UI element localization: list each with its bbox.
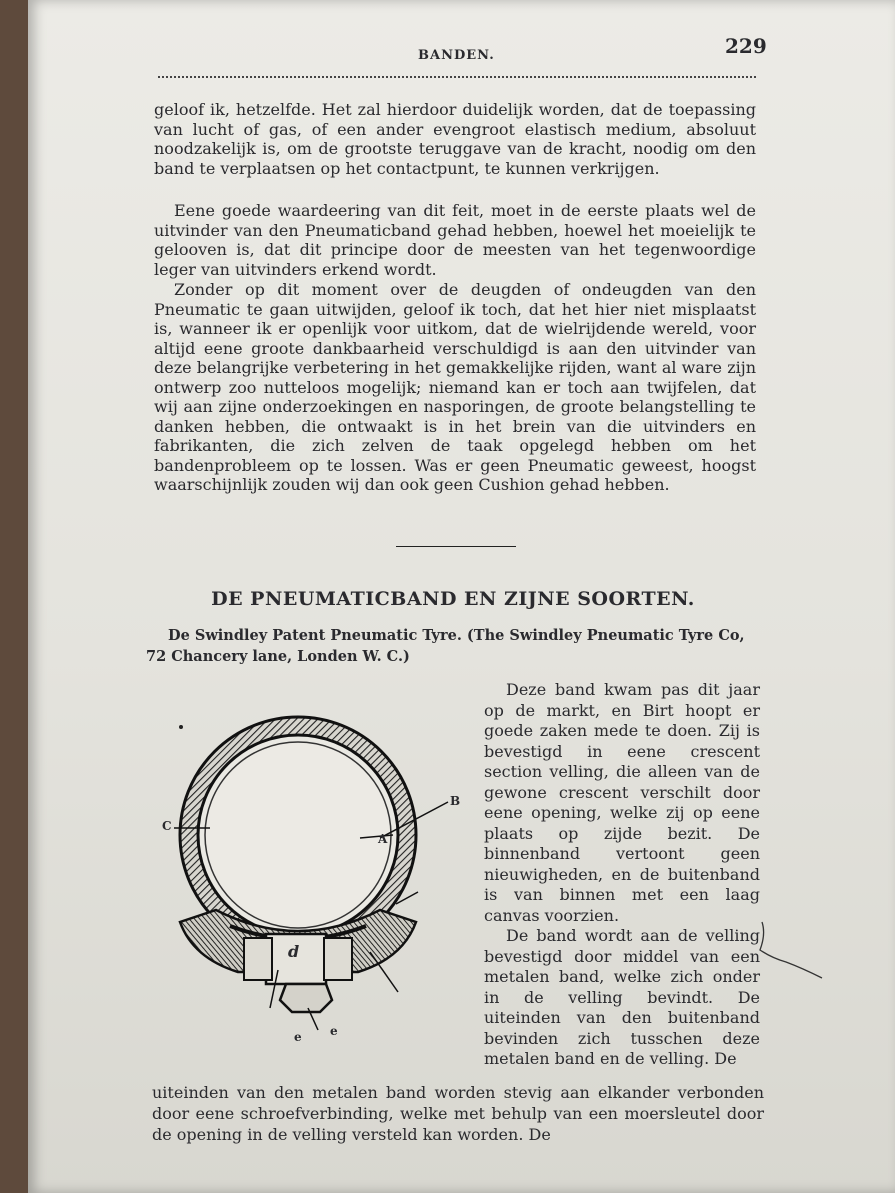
- figure-label-a: A: [378, 832, 388, 846]
- figure-label-e-left: e: [294, 1030, 302, 1044]
- figure-side-text: [484, 680, 760, 1070]
- figure-label-b: B: [450, 794, 461, 808]
- header-dotted-rule: [158, 76, 756, 78]
- section-separator-rule: [396, 546, 516, 547]
- side-paragraph-2: De band wordt aan de velling bevestigd door middel van een metalen band, welke zich onder in de velling bevindt. De uiteinden van den buitenband bevinden zich tusschen deze metalen band en de velling. De: [484, 926, 760, 1068]
- side-paragraph-1: Deze band kwam pas dit jaar op de markt, en Birt hoopt er goede zaken mede te doen. Zij is bevestigd in eene crescent section velling, die alleen van de gewone crescent verschilt door eene opening, welke zij op eene plaats op zijde bezit. De binnenband vertoont geen nieuwigheden, en de buitenband is van binnen met een laag canvas voorzien.: [484, 680, 760, 925]
- inner-tube: [205, 742, 391, 928]
- paragraph-2: Eene goede waardeering van dit feit, moet in de eerste plaats wel de uitvinder van den Pneumaticband gehad hebben, hoewel het moeielijk te gelooven is, dat dit principe door de meesten van het tegenwoordige leger van uitvinders erkend wordt.: [154, 201, 756, 279]
- section-heading: DE PNEUMATICBAND EN ZIJNE SOORTEN.: [211, 588, 695, 610]
- book-page: [28, 0, 895, 1193]
- figure-label-e-right: e: [330, 1024, 338, 1038]
- running-head: BANDEN.: [418, 48, 495, 63]
- continuation-paragraph: uiteinden van den metalen band worden stevig aan elkander verbonden door eene schroefverbinding, welke met behulp van een moersleutel door de opening in de velling versteld kan worden. De: [152, 1083, 764, 1144]
- paragraph-1: geloof ik, hetzelfde. Het zal hierdoor duidelijk worden, dat de toepassing van lucht of gas, of een ander evengroot elastisch medium, absoluut noodzakelijk is, om de grootste teruggave van de kracht, noodig om den band te verplaatsen op het contactpunt, te kunnen verkrijgen.: [154, 100, 756, 178]
- block-right: [324, 938, 352, 980]
- paragraph-3: Zonder op dit moment over de deugden of ondeugden van den Pneumatic te gaan uitwijden, geloof ik toch, dat het hier niet misplaatst is, wanneer ik er openlijk voor uitkom, dat de wielrijdende wereld, voor altijd eene groote dankbaarheid verschuldigd is aan den uitvinder van deze belangrijke verbetering in het gemakkelijke rijden, want al ware zijn ontwerp zoo nutteloos mogelijk; niemand kan er toch aan twijfelen, dat wij aan zijne onderzoekingen en nasporingen, de groote belangstelling te danken hebben, die ontwaakt is in het brein van die uitvinders en fabrikanten, die zich zelven de taak opgelegd hebben om het bandenprobleem op te lossen. Was er geen Pneumatic geweest, hoogst waarschijnlijk zouden wij dan ook geen Cushion gehad hebben.: [154, 280, 756, 494]
- tyre-cross-section-figure: [148, 690, 483, 1060]
- figure-label-d: d: [288, 942, 300, 961]
- figure-label-c: C: [162, 819, 172, 833]
- tyre-diagram-svg: [148, 690, 483, 1060]
- pencil-margin-mark: [756, 920, 826, 980]
- nut: [280, 984, 332, 1012]
- tyre-subheading: De Swindley Patent Pneumatic Tyre. (The Swindley Pneumatic Tyre Co, 72 Chancery lane, Londen W. C.): [146, 627, 745, 665]
- page-number: 229: [725, 34, 767, 58]
- block-left: [244, 938, 272, 980]
